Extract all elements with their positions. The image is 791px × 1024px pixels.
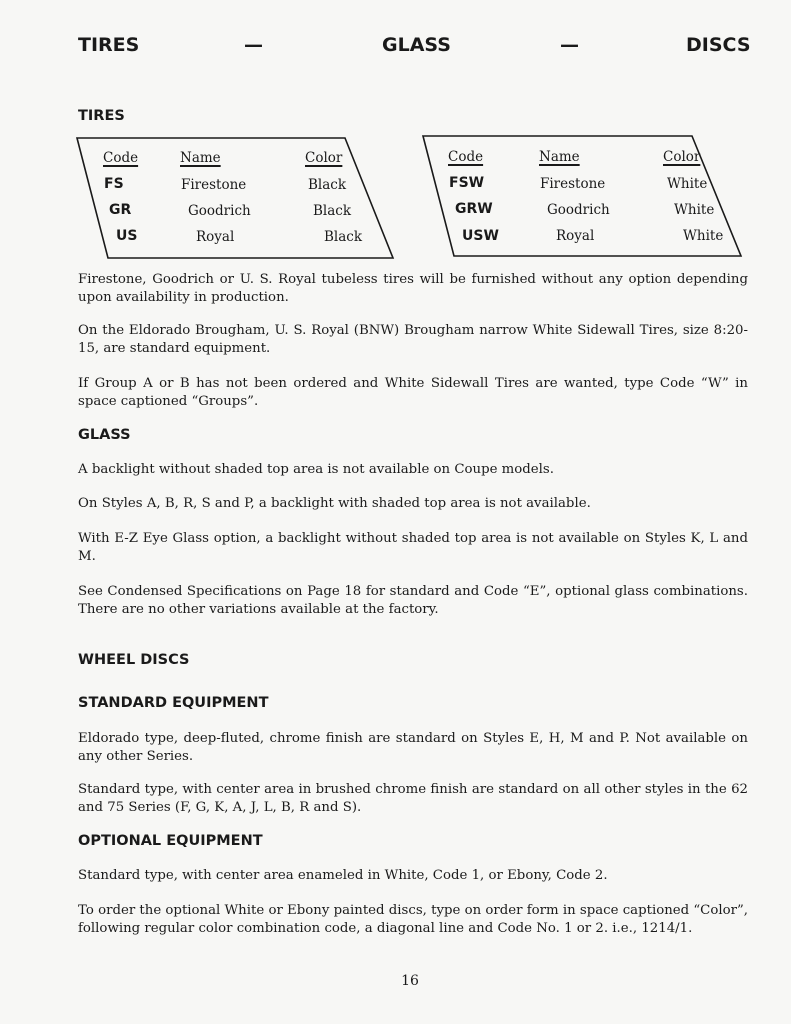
header-discs: DISCS	[686, 34, 751, 56]
tires-heading: TIRES	[78, 108, 125, 124]
standard-equipment-heading: STANDARD EQUIPMENT	[78, 695, 269, 711]
tires-paragraph: If Group A or B has not been ordered and White Sidewall Tires are wanted, type Code “W” in space captioned “Groups”.	[78, 376, 748, 409]
table-cell-code: GRW	[455, 201, 493, 217]
header-dash-2: —	[560, 34, 579, 56]
standard-equipment-paragraph: Standard type, with center area in brushed chrome finish are standard on all other styles in the 62 and 75 Series (F, G, K, A, J, L, B, R and S).	[78, 782, 748, 815]
table-cell-color: White	[667, 176, 708, 192]
table-cell-code: FS	[104, 176, 124, 192]
tires-paragraph: On the Eldorado Brougham, U. S. Royal (BNW) Brougham narrow White Sidewall Tires, size 8:20-15, are standard equipment.	[78, 323, 748, 356]
table-cell-code: US	[116, 228, 138, 244]
page-number: 16	[401, 973, 419, 989]
col-header-name: Name	[180, 150, 221, 166]
table-cell-name: Firestone	[540, 176, 606, 192]
table-cell-code: USW	[462, 228, 499, 244]
col-header-name: Name	[539, 149, 580, 165]
header-tires: TIRES	[78, 34, 140, 56]
table-cell-color: Black	[308, 177, 347, 193]
glass-paragraph: A backlight without shaded top area is not available on Coupe models.	[78, 462, 554, 477]
col-header-color: Color	[663, 149, 701, 165]
optional-equipment-heading: OPTIONAL EQUIPMENT	[78, 833, 263, 849]
table-cell-color: White	[683, 228, 724, 244]
table-cell-color: Black	[313, 203, 352, 219]
table-cell-name: Firestone	[181, 177, 247, 193]
col-header-code: Code	[103, 150, 139, 166]
table-cell-color: Black	[324, 229, 363, 245]
glass-paragraph: See Condensed Specifications on Page 18 for standard and Code “E”, optional glass combinations. There are no other variations available at the factory.	[78, 584, 748, 617]
header-glass: GLASS	[382, 34, 451, 56]
header-dash-1: —	[244, 34, 263, 56]
col-header-code: Code	[448, 149, 484, 165]
optional-equipment-paragraph: To order the optional White or Ebony painted discs, type on order form in space captioned “Color”, following regular color combination code, a diagonal line and Code No. 1 or 2. i.e., 1214/1.	[78, 903, 748, 936]
table-cell-color: White	[674, 202, 715, 218]
col-header-color: Color	[305, 150, 343, 166]
glass-paragraph: With E-Z Eye Glass option, a backlight without shaded top area is not available on Styles K, L and M.	[78, 531, 748, 564]
glass-paragraph: On Styles A, B, R, S and P, a backlight with shaded top area is not available.	[78, 496, 591, 511]
standard-equipment-paragraph: Eldorado type, deep-fluted, chrome finish are standard on Styles E, H, M and P. Not available on any other Series.	[78, 731, 748, 764]
table-cell-code: FSW	[449, 175, 485, 191]
table-cell-name: Royal	[556, 228, 595, 244]
table-cell-name: Goodrich	[188, 203, 251, 219]
table-cell-name: Goodrich	[547, 202, 610, 218]
optional-equipment-paragraph: Standard type, with center area enameled in White, Code 1, or Ebony, Code 2.	[78, 868, 608, 883]
wheel-discs-heading: WHEEL DISCS	[78, 652, 190, 668]
table-cell-code: GR	[109, 202, 132, 218]
table-cell-name: Royal	[196, 229, 235, 245]
tires-paragraph: Firestone, Goodrich or U. S. Royal tubeless tires will be furnished without any option depending upon availability in production.	[78, 272, 748, 305]
white-tires-table	[0, 0, 791, 270]
glass-heading: GLASS	[78, 427, 131, 443]
